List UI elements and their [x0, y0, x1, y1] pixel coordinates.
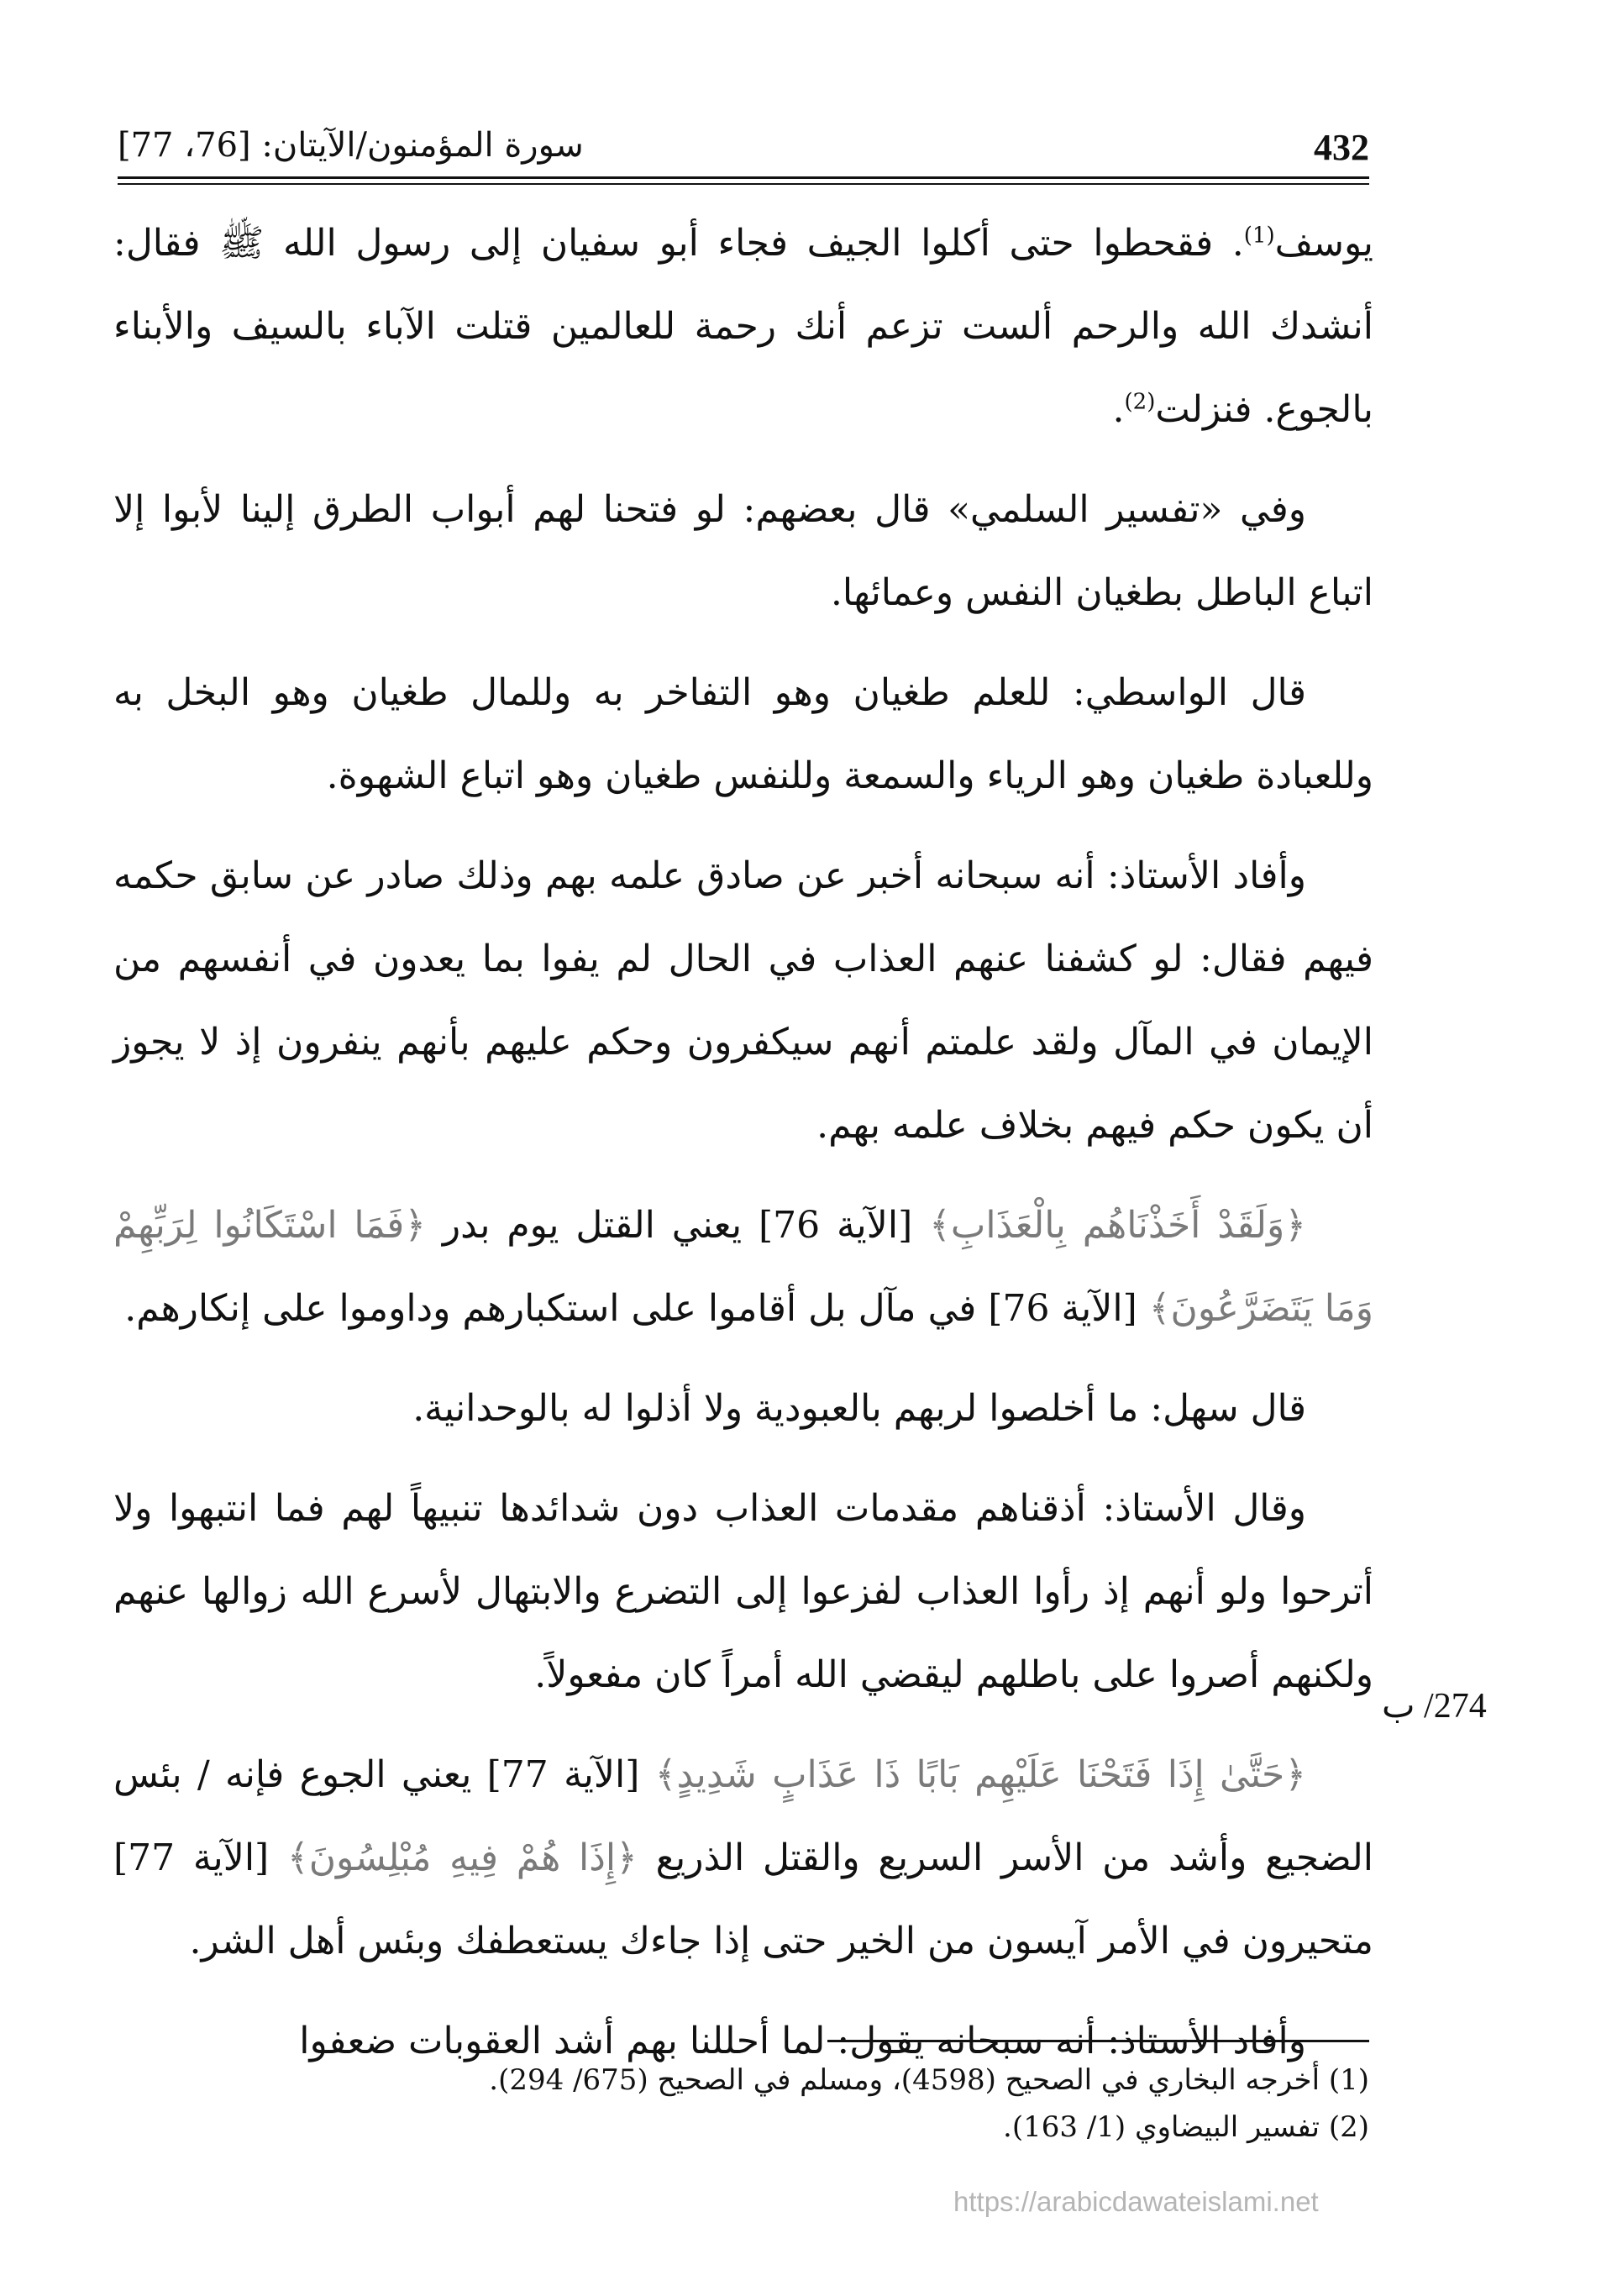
- quran-verse: ﴿حَتَّىٰ إِذَا فَتَحْنَا عَلَيْهِم بَابًا ذَا عَذَابٍ شَدِيدٍ﴾: [654, 1753, 1306, 1796]
- paragraph: [113, 1467, 1373, 1716]
- paragraph: [113, 1733, 1373, 1983]
- text-run: قال سهل: ما أخلصوا لربهم بالعبودية ولا أذلوا له بالوحدانية.: [412, 1387, 1306, 1430]
- footnote-1: (1) أخرجه البخاري في الصحيح (4598)، ومسلم في الصحيح (675/ 294).: [489, 2063, 1369, 2097]
- paragraph: [113, 651, 1373, 817]
- text-run: قال الواسطي: للعلم طغيان وهو التفاخر به وللمال طغيان وهو البخل به وللعبادة طغيان وهو الرياء والسمعة وللنفس طغيان وهو اتباع الشهوة.: [113, 671, 1373, 797]
- text-run: [الآية 77] متحيرون في الأمر آيسون من الخير حتى إذا جاءك يستعطفك وبئس أهل الشر.: [113, 1836, 1373, 1962]
- quran-verse: ﴿وَلَقَدْ أَخَذْنَاهُم بِالْعَذَابِ﴾: [929, 1204, 1307, 1247]
- text-run: وأفاد الأستاذ: أنه سبحانه يقول: لما أحللنا بهم أشد العقوبات ضعفوا: [299, 2020, 1306, 2062]
- running-title: سورة المؤمنون/الآيتان: [76، 77]: [118, 126, 584, 165]
- text-run: وأفاد الأستاذ: أنه سبحانه أخبر عن صادق علمه بهم وذلك صادر عن سابق حكمه فيهم فقال: لو كشفنا عنهم العذاب في الحال لم يفوا بما يعدون في أنفسهم من الإيمان في المآل ولقد علمتم أنهم سيكفرون وحكم عليهم بأنهم ينفرون إذ لا يجوز أن يكون حكم فيهم بخلاف علمه بهم.: [113, 854, 1373, 1147]
- header-rule: [118, 176, 1369, 179]
- quran-verse: ﴿إِذَا هُمْ فِيهِ مُبْلِسُونَ﴾: [286, 1836, 638, 1879]
- manuscript-folio-note: 274/ ب: [1382, 1687, 1487, 1726]
- text-run: [الآية 77] يعني الجوع فإنه / بئس الضجيع وأشد من الأسر السريع والقتل الذريع: [113, 1753, 1373, 1879]
- paragraph: [113, 202, 1373, 451]
- footnote-separator: [827, 2040, 1369, 2042]
- text-run: [الآية 76] في مآل بل أقاموا على استكبارهم وداوموا على إنكارهم.: [124, 1287, 1149, 1330]
- watermark-url: https://arabicdawateislami.net: [953, 2186, 1319, 2217]
- paragraph: [113, 834, 1373, 1167]
- text-run: يوسف: [1274, 222, 1373, 265]
- text-run: . فقحطوا حتى أكلوا الجيف فجاء أبو سفيان إلى رسول الله ﷺ فقال: أنشدك الله والرحم ألست تزعم أنك رحمة للعالمين قتلت الآباء بالسيف والأبناء بالجوع. فنزلت: [113, 222, 1373, 431]
- text-run: وقال الأستاذ: أذقناهم مقدمات العذاب دون شدائدها تنبيهاً لهم فما انتبهوا ولا أترحوا ولو أنهم إذ رأوا العذاب لفزعوا إلى التضرع والابتهال لأسرع الله زوالها عنهم ولكنهم أصروا على باطلهم ليقضي الله أمراً كان مفعولاً.: [113, 1487, 1373, 1696]
- page-header: [118, 126, 1369, 176]
- footnotes: [252, 2057, 1369, 2151]
- page-number: 432: [1314, 127, 1369, 168]
- footnote-2: (2) تفسير البيضاوي (1/ 163).: [1003, 2110, 1369, 2144]
- main-text: [113, 202, 1373, 2099]
- text-run: [الآية 76] يعني القتل يوم بدر: [426, 1204, 930, 1247]
- text-run: .: [1112, 388, 1125, 431]
- header-rule-secondary: [118, 183, 1369, 185]
- footnote-ref: (1): [1243, 223, 1275, 249]
- text-run: وفي «تفسير السلمي» قال بعضهم: لو فتحنا لهم أبواب الطرق إلينا لأبوا إلا اتباع الباطل بطغيان النفس وعمائها.: [113, 488, 1373, 614]
- paragraph: [113, 1367, 1373, 1450]
- paragraph: [113, 468, 1373, 634]
- footnote-ref: (2): [1124, 389, 1156, 415]
- paragraph: [113, 1184, 1373, 1350]
- quran-verse: ﴿فَمَا اسْتَكَانُوا لِرَبِّهِمْ وَمَا يَتَضَرَّعُونَ﴾: [113, 1204, 1373, 1330]
